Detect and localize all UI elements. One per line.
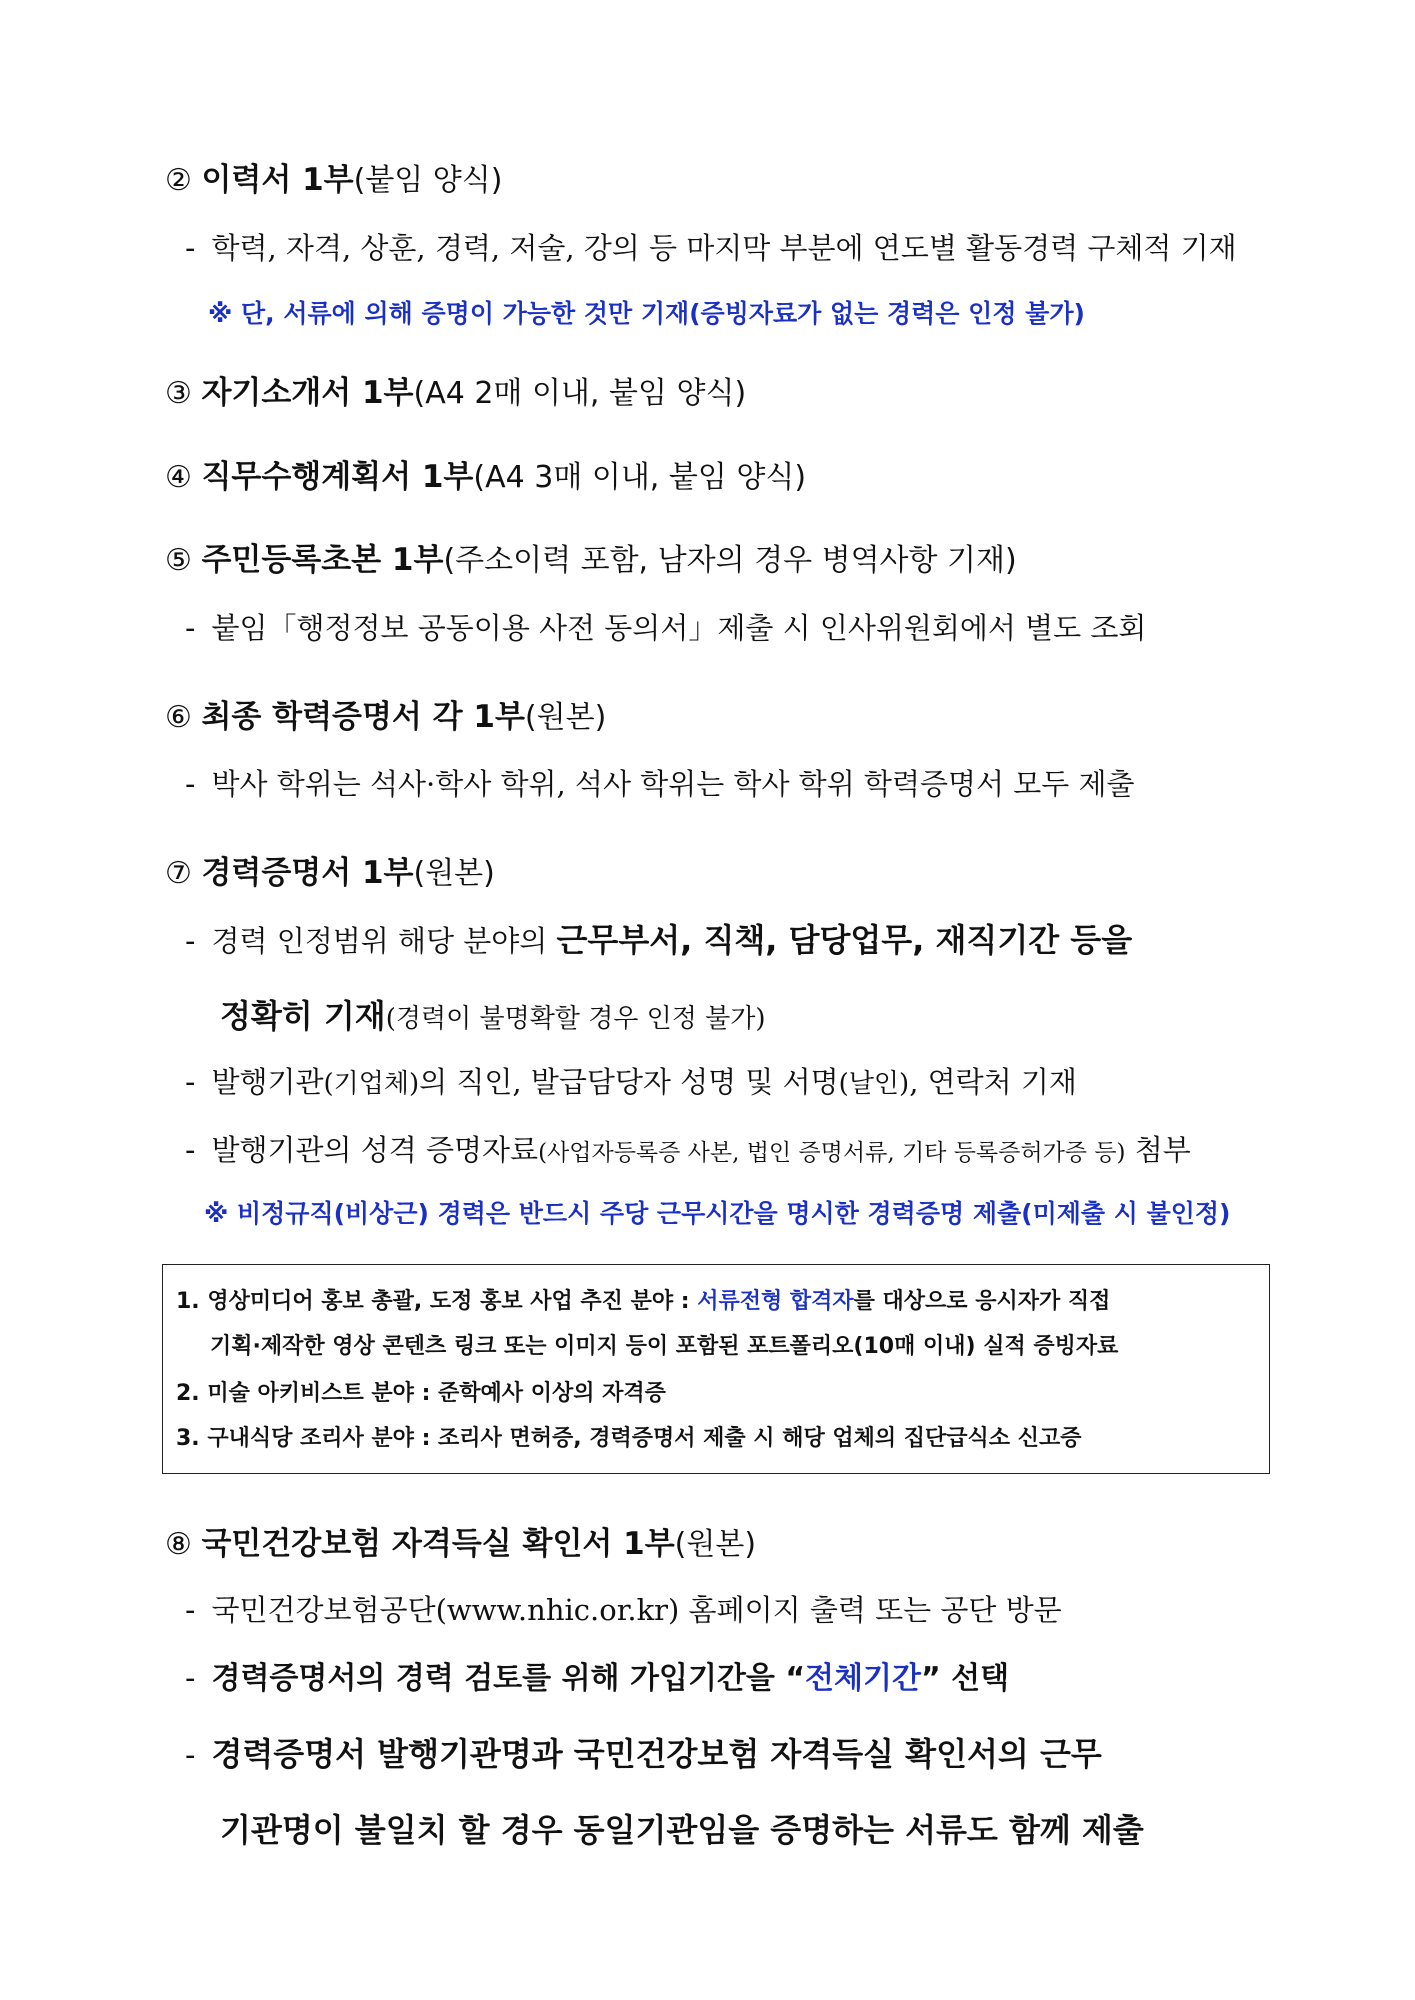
- box-line-1: [176, 1284, 1110, 1315]
- dash-marker: -: [185, 1133, 196, 1167]
- section-6-line1: 박사 학위는 석사·학사 학위, 석사 학위는 학사 학위 학력증명서 모두 제출: [211, 767, 1135, 801]
- section-2-number: ②: [165, 163, 192, 198]
- box-line-1-highlight: 서류전형 합격자: [697, 1289, 854, 1314]
- box-line-4: 3. 구내식당 조리사 분야 : 조리사 면허증, 경력증명서 제출 시 해당 업체의 집단급식소 신고증: [176, 1426, 1082, 1451]
- section-8-line2-c: ” 선택: [920, 1661, 1010, 1696]
- section-7-title: 경력증명서 1부: [201, 855, 414, 891]
- section-6-suffix: (원본): [524, 700, 607, 735]
- section-2-title: 이력서 1부: [201, 162, 354, 198]
- section-2-line1: 학력, 자격, 상훈, 경력, 저술, 강의 등 마지막 부분에 연도별 활동경력 구체적 기재: [211, 231, 1237, 265]
- section-2-heading: [165, 163, 502, 199]
- section-5-line1: 붙임「행정정보 공동이용 사전 동의서」제출 시 인사위원회에서 별도 조회: [211, 611, 1147, 645]
- section-7-line2-b: (경력이 불명확할 경우 인정 불가): [385, 1004, 766, 1034]
- section-8-line2-highlight: 전체기간: [805, 1661, 921, 1696]
- dash-marker: -: [185, 611, 196, 645]
- section-7-item-1: [185, 922, 1132, 959]
- section-7-item-2: [185, 1066, 1077, 1100]
- section-3-title: 자기소개서 1부: [201, 375, 414, 411]
- section-8-number: ⑧: [165, 1527, 192, 1562]
- dash-marker: -: [185, 1065, 196, 1099]
- box-line-2: 기획·제작한 영상 콘텐츠 링크 또는 이미지 등이 포함된 포트폴리오(10매 이내) 실적 증빙자료: [210, 1334, 1119, 1359]
- section-8-line2-a: 경력증명서의 경력 검토를 위해 가입기간을 “: [211, 1661, 806, 1696]
- section-8-item-3-cont: [220, 1812, 1144, 1849]
- section-4-number: ④: [165, 460, 192, 495]
- section-8-item-2: [185, 1662, 1009, 1697]
- section-7-line4-c: 첨부: [1125, 1133, 1191, 1167]
- section-7-number: ⑦: [165, 856, 192, 891]
- section-8-item-1: [185, 1594, 1062, 1627]
- section-6-title: 최종 학력증명서 각 1부: [201, 699, 525, 735]
- dash-marker: -: [185, 1738, 196, 1772]
- section-6-item: [185, 768, 1135, 801]
- section-4-heading: [165, 460, 806, 496]
- section-7-line4-a: 발행기관의 성격 증명자료: [211, 1133, 539, 1167]
- section-8-heading: [165, 1527, 756, 1563]
- section-5-title: 주민등록초본 1부: [201, 542, 444, 578]
- section-7-heading: [165, 856, 495, 892]
- section-7-note: ※ 비정규직(비상근) 경력은 반드시 주당 근무시간을 명시한 경력증명 제출(미제출 시 불인정): [204, 1199, 1231, 1228]
- dash-marker: -: [185, 1661, 196, 1695]
- section-7-item-1-cont: [220, 998, 766, 1035]
- section-4-suffix: (A4 3매 이내, 붙임 양식): [473, 460, 807, 495]
- section-8-title: 국민건강보험 자격득실 확인서 1부: [201, 1526, 675, 1562]
- section-7-line1-b: 근무부서, 직책, 담당업무, 재직기간 등을: [556, 921, 1133, 959]
- section-2-suffix: (붙임 양식): [353, 163, 503, 198]
- section-6-number: ⑥: [165, 700, 192, 735]
- section-8-line1: 국민건강보험공단(www.nhic.or.kr) 홈페이지 출력 또는 공단 방문: [211, 1593, 1062, 1627]
- section-5-number: ⑤: [165, 543, 192, 578]
- section-3-heading: [165, 376, 746, 412]
- section-7-line4-b: (사업자등록증 사본, 법인 증명서류, 기타 등록증허가증 등): [538, 1140, 1126, 1166]
- section-7-line3-a: 발행기관: [211, 1065, 324, 1099]
- section-8-item-3: [185, 1736, 1102, 1773]
- box-line-1-a: 1. 영상미디어 홍보 총괄, 도정 홍보 사업 추진 분야 :: [176, 1289, 698, 1314]
- section-5-heading: [165, 543, 1017, 579]
- section-3-suffix: (A4 2매 이내, 붙임 양식): [413, 376, 747, 411]
- box-line-3: 2. 미술 아키비스트 분야 : 준학예사 이상의 자격증: [176, 1381, 666, 1406]
- section-8-line4: 기관명이 불일치 할 경우 동일기관임을 증명하는 서류도 함께 제출: [220, 1811, 1144, 1849]
- section-3-number: ③: [165, 376, 192, 411]
- section-7-line3-b: (기업체): [323, 1069, 420, 1099]
- section-7-line3-e: , 연락처 기재: [909, 1065, 1077, 1099]
- section-7-line2-a: 정확히 기재: [220, 997, 386, 1035]
- section-6-heading: [165, 700, 606, 736]
- dash-marker: -: [185, 924, 196, 958]
- section-2-item: [185, 232, 1237, 265]
- box-line-1-c: 를 대상으로 응시자가 직접: [853, 1289, 1111, 1314]
- section-7-line3-d: (날인): [838, 1069, 910, 1099]
- section-7-item-3: [185, 1134, 1191, 1167]
- dash-marker: -: [185, 767, 196, 801]
- section-7-line3-c: 의 직인, 발급담당자 성명 및 서명: [419, 1065, 839, 1099]
- section-7-line1-a: 경력 인정범위 해당 분야의: [211, 924, 548, 958]
- section-7-suffix: (원본): [413, 856, 495, 891]
- section-5-item: [185, 612, 1146, 645]
- section-8-suffix: (원본): [674, 1527, 757, 1562]
- section-8-line3: 경력증명서 발행기관명과 국민건강보험 자격득실 확인서의 근무: [211, 1735, 1102, 1773]
- section-5-suffix: (주소이력 포함, 남자의 경우 병역사항 기재): [443, 543, 1017, 578]
- dash-marker: -: [185, 231, 196, 265]
- section-2-note: ※ 단, 서류에 의해 증명이 가능한 것만 기재(증빙자료가 없는 경력은 인정 불가): [208, 299, 1085, 328]
- section-4-title: 직무수행계획서 1부: [201, 459, 474, 495]
- dash-marker: -: [185, 1593, 196, 1627]
